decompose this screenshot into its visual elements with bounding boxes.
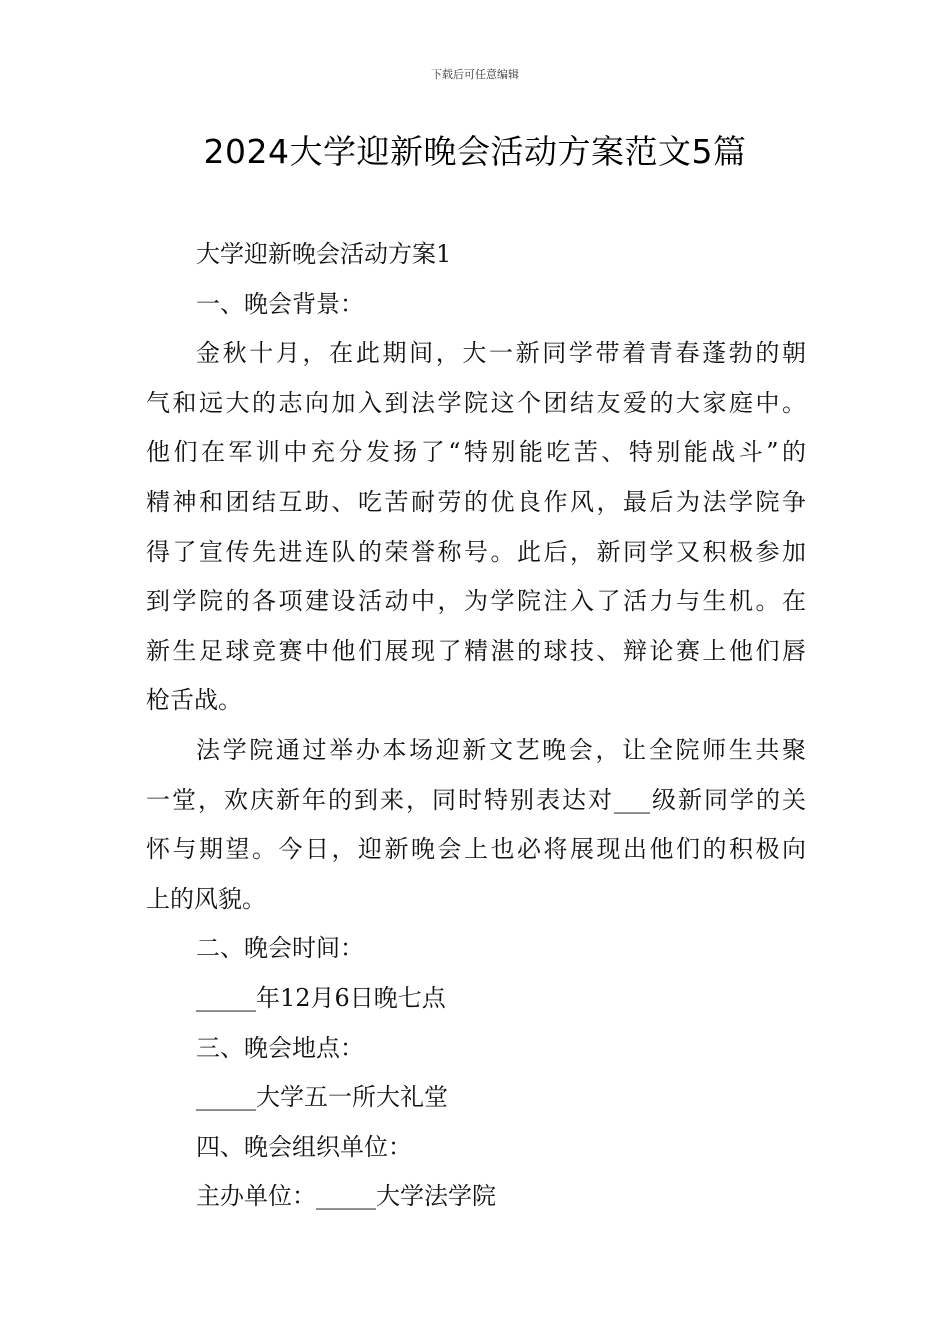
paragraph-line: 上的风貌。 [146, 884, 266, 913]
event-time: _____年12月6日晚七点 [196, 983, 446, 1012]
paragraph-line: 怀与期望。今日，迎新晚会上也必将展现出他们的积极向 [146, 835, 806, 864]
subsection-heading: 二、晚会时间： [196, 934, 364, 963]
paragraph-line: 金秋十月，在此期间，大一新同学带着青春蓬勃的朝 [196, 339, 806, 368]
paragraph-line: 枪舌战。 [146, 686, 242, 715]
organizer-line: 主办单位：_____大学法学院 [196, 1182, 496, 1211]
paragraph-line: 精神和团结互助、吃苦耐劳的优良作风，最后为法学院争 [146, 487, 806, 516]
section-heading: 大学迎新晚会活动方案1 [196, 240, 452, 268]
subsection-heading: 四、晚会组织单位： [196, 1132, 412, 1161]
paragraph-line: 他们在军训中充分发扬了“特别能吃苦、特别能战斗”的 [146, 438, 806, 467]
paragraph-line: 新生足球竞赛中他们展现了精湛的球技、辩论赛上他们唇 [146, 636, 806, 665]
paragraph-line: 得了宣传先进连队的荣誉称号。此后，新同学又积极参加 [146, 537, 806, 566]
paragraph-line: 气和远大的志向加入到法学院这个团结友爱的大家庭中。 [146, 388, 806, 417]
document-body [146, 230, 806, 1222]
paragraph-line: 法学院通过举办本场迎新文艺晚会，让全院师生共聚 [196, 735, 806, 764]
subsection-heading: 一、晚会背景： [196, 289, 364, 318]
paragraph-line: 一堂，欢庆新年的到来，同时特别表达对___级新同学的关 [146, 785, 806, 814]
paragraph-line: 到学院的各项建设活动中，为学院注入了活力与生机。在 [146, 587, 806, 616]
header-note: 下载后可任意编辑 [431, 68, 519, 81]
subsection-heading: 三、晚会地点： [196, 1033, 364, 1062]
document-title: 2024大学迎新晚会活动方案范文5篇 [203, 132, 747, 171]
event-venue: _____大学五一所大礼堂 [196, 1083, 448, 1112]
